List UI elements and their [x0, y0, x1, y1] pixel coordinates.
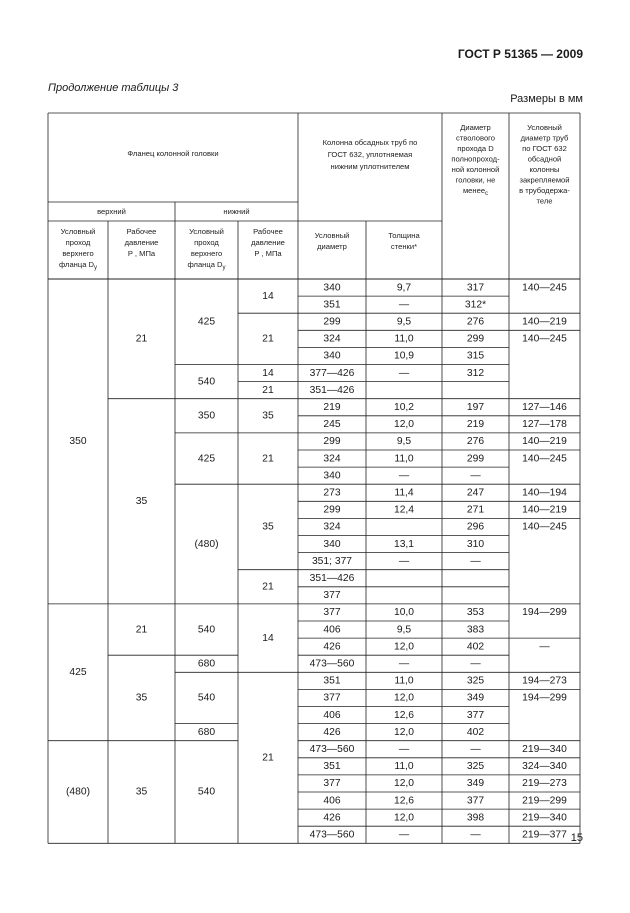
diameter-cell: 406	[323, 709, 341, 721]
bore-cell: 377	[466, 795, 485, 807]
column-header: нижним уплотнителем	[330, 162, 410, 171]
wall-cell: 13,1	[393, 538, 415, 550]
bore-cell: 219	[466, 419, 485, 431]
c2-cell: 35	[135, 786, 148, 798]
bore-cell: 276	[466, 436, 485, 448]
pipe-diameter-cell: 140—194	[522, 487, 567, 499]
diameter-cell: 324	[323, 333, 341, 345]
c3-cell: 680	[197, 726, 216, 738]
lower-pass-header: фланца $D_у$	[187, 260, 226, 271]
bore-cell: 312*	[464, 299, 487, 311]
pipe-diameter-cell: 127—146	[522, 401, 567, 413]
c3-cell: 680	[197, 658, 216, 670]
units-note: Размеры в мм	[510, 93, 583, 105]
upper-pressure-header: давление	[124, 238, 159, 247]
wall-cell: 10,9	[393, 350, 415, 362]
diameter-cell: 245	[323, 419, 341, 431]
pipe-header: обсадной	[527, 154, 562, 164]
c1-cell: 350	[69, 436, 87, 448]
diameter-cell: 377	[323, 607, 341, 619]
wall-cell: 12,0	[393, 778, 415, 790]
upper-pass-header: Условный	[60, 227, 96, 236]
wall-cell: 12,4	[393, 504, 415, 516]
diameter-cell: 351—426	[309, 384, 355, 396]
c4-cell: 21	[262, 453, 274, 465]
pipe-diameter-cell: 219—340	[522, 812, 567, 824]
diameter-cell: 351; 377	[311, 555, 353, 567]
bore-header: полнопроход-	[451, 154, 500, 164]
c4-cell: 35	[262, 410, 274, 422]
diameter-cell: 351	[323, 675, 341, 687]
wall-cell: —	[398, 555, 410, 567]
pipe-diameter-cell: 140—245	[522, 333, 567, 345]
diameter-cell: 473—560	[309, 743, 355, 755]
column-header: ГОСТ 632, уплотняемая	[327, 150, 413, 159]
lower-pass-header: проход	[194, 238, 219, 247]
c2-cell: 35	[135, 692, 148, 704]
pipe-header: колонны	[529, 165, 560, 174]
diameter-cell: 406	[323, 795, 341, 807]
cond-diameter-header: Условный	[314, 231, 350, 240]
c4-cell: 14	[262, 367, 274, 379]
c4-cell: 21	[262, 752, 274, 764]
wall-cell: —	[398, 743, 410, 755]
wall-cell: 12,6	[393, 795, 415, 807]
bore-cell: —	[470, 555, 481, 567]
bore-cell: —	[470, 658, 481, 670]
wall-cell: 12,0	[393, 419, 415, 431]
wall-header: стенки*	[390, 242, 418, 251]
pipe-diameter-cell: 140—245	[522, 453, 567, 465]
c3-cell: 540	[197, 786, 216, 798]
bore-cell: 353	[466, 607, 485, 619]
bore-cell: 312	[466, 367, 485, 379]
wall-cell: 12,6	[393, 709, 415, 721]
diameter-cell: 426	[323, 812, 341, 824]
pipe-diameter-cell: 219—377	[522, 829, 567, 841]
wall-cell: 9,5	[396, 624, 412, 636]
wall-cell: 11,0	[394, 675, 414, 687]
bore-cell: 299	[466, 453, 485, 465]
c4-cell: 14	[262, 290, 274, 302]
wall-cell: 9,5	[396, 436, 412, 448]
bore-cell: 317	[466, 282, 485, 294]
diameter-cell: 340	[323, 470, 341, 482]
lower-pressure-header: давление	[251, 238, 285, 247]
diameter-cell: 377—426	[309, 367, 355, 379]
wall-cell: 10,0	[393, 607, 415, 619]
upper-pass-header: верхнего	[62, 249, 94, 258]
c1-cell: (480)	[65, 786, 91, 798]
bore-cell: 398	[466, 812, 485, 824]
diameter-cell: 299	[323, 316, 341, 328]
pipe-diameter-cell: 140—219	[522, 436, 567, 448]
pipe-header: теле	[536, 196, 553, 206]
bore-cell: 377	[466, 709, 485, 721]
c3-cell: 425	[197, 316, 216, 328]
diameter-cell: 377	[323, 778, 341, 790]
wall-header: Толщина	[388, 231, 420, 240]
bore-cell: 296	[466, 521, 485, 533]
wall-cell: 12,0	[393, 812, 415, 824]
diameter-cell: 473—560	[309, 829, 355, 841]
bore-cell: 325	[466, 675, 485, 687]
lower-pass-header: верхнего	[190, 249, 223, 258]
lower-pressure-header: Рабочее	[253, 227, 283, 236]
pipe-diameter-cell: 219—340	[522, 743, 567, 755]
bore-header: менее$_с$	[462, 186, 489, 197]
pipe-header: диаметр труб	[520, 133, 569, 143]
wall-cell: —	[398, 829, 410, 841]
pipe-diameter-cell: 194—299	[522, 692, 567, 704]
bore-header: стволового	[455, 133, 496, 143]
wall-cell: 11,4	[394, 487, 414, 499]
diameter-cell: 351—426	[309, 572, 355, 584]
lower-pass-header: Условный	[189, 227, 224, 236]
pipe-diameter-cell: 324—340	[522, 761, 567, 773]
table-continuation-caption: Продолжение таблицы 3	[48, 82, 179, 94]
bore-cell: 310	[466, 538, 485, 550]
wall-cell: 11,0	[394, 761, 414, 773]
c2-cell: 21	[135, 333, 148, 345]
c4-cell: 21	[262, 384, 274, 396]
bore-header: прохода D	[457, 144, 494, 153]
wall-cell: 12,0	[393, 692, 415, 704]
pipe-header: по ГОСТ 632	[522, 144, 567, 153]
bore-cell: 197	[466, 401, 485, 413]
wall-cell: 12,0	[393, 726, 415, 738]
bore-cell: —	[470, 470, 481, 482]
wall-cell: 12,0	[393, 641, 415, 653]
pipe-diameter-cell: 127—178	[522, 419, 567, 431]
diameter-cell: 426	[323, 641, 341, 653]
diameter-cell: 273	[323, 487, 341, 499]
diameter-cell: 299	[323, 436, 341, 448]
standard-number: ГОСТ Р 51365 — 2009	[457, 47, 583, 61]
c3-cell: 540	[197, 624, 216, 636]
diameter-cell: 351	[323, 299, 341, 311]
wall-cell: —	[398, 367, 410, 379]
diameter-cell: 406	[323, 624, 341, 636]
c3-cell: 350	[197, 410, 216, 422]
pipe-diameter-cell: —	[539, 641, 550, 653]
page-number: 15	[570, 832, 583, 844]
bore-cell: 325	[466, 761, 485, 773]
diameter-cell: 473—560	[309, 658, 355, 670]
pipe-diameter-cell: 140—219	[522, 504, 567, 516]
bore-cell: —	[470, 829, 481, 841]
bore-cell: 402	[466, 726, 485, 738]
lower-flange-header: нижний	[223, 207, 250, 216]
diameter-cell: 219	[323, 401, 341, 413]
bore-cell: 349	[466, 692, 485, 704]
bore-cell: 402	[466, 641, 485, 653]
bore-cell: 299	[466, 333, 485, 345]
c3-cell: 540	[197, 692, 216, 704]
pipe-diameter-cell: 219—273	[522, 778, 567, 790]
pipe-header: Условный	[527, 123, 562, 132]
bore-header: Диаметр	[460, 123, 491, 132]
pipe-diameter-cell: 194—299	[522, 607, 567, 619]
wall-cell: 11,0	[394, 333, 414, 345]
diameter-cell: 426	[323, 726, 341, 738]
diameter-cell: 340	[323, 282, 341, 294]
pipe-diameter-cell: 140—245	[522, 282, 567, 294]
pipe-diameter-cell: 219—299	[522, 795, 567, 807]
wall-cell: 9,7	[396, 282, 412, 294]
upper-pass-header: проход	[65, 238, 91, 247]
c3-cell: 540	[197, 376, 216, 388]
bore-header: ной колонной	[451, 165, 500, 174]
diameter-cell: 340	[323, 538, 341, 550]
bore-cell: 383	[466, 624, 485, 636]
wall-cell: 10,2	[393, 401, 415, 413]
column-header: Колонна обсадных труб по	[322, 138, 418, 147]
pipe-diameter-cell: 194—273	[522, 675, 567, 687]
bore-cell: 247	[466, 487, 485, 499]
wall-cell: 9,5	[396, 316, 412, 328]
diameter-cell: 377	[323, 692, 341, 704]
pipe-diameter-cell: 140—245	[522, 521, 567, 533]
upper-pass-header: фланца $D_у$	[58, 260, 98, 271]
cond-diameter-header: диаметр	[317, 242, 347, 251]
bore-cell: 349	[466, 778, 485, 790]
c3-cell: 425	[197, 453, 216, 465]
bore-cell: 276	[466, 316, 485, 328]
pipe-header: закрепляемой	[519, 175, 570, 185]
bore-cell: 271	[466, 504, 485, 516]
wall-cell: 11,0	[394, 453, 414, 465]
diameter-cell: 340	[323, 350, 341, 362]
c2-cell: 35	[135, 496, 148, 508]
c4-cell: 21	[262, 333, 274, 345]
diameter-cell: 299	[323, 504, 341, 516]
diameter-cell: 377	[323, 590, 341, 602]
wall-cell: —	[398, 470, 410, 482]
upper-flange-header: верхний	[97, 207, 126, 216]
c2-cell: 21	[135, 624, 148, 636]
diameter-cell: 324	[323, 453, 341, 465]
diameter-cell: 351	[323, 761, 341, 773]
c4-cell: 35	[262, 521, 274, 533]
c3-cell: (480)	[194, 538, 219, 550]
pipe-diameter-cell: 140—219	[522, 316, 567, 328]
pipe-header: в трубодержа-	[519, 186, 570, 195]
diameter-cell: 324	[323, 521, 341, 533]
bore-cell: —	[470, 743, 481, 755]
c4-cell: 14	[262, 632, 274, 644]
upper-pressure-header: P , МПа	[127, 249, 156, 258]
wall-cell: —	[398, 299, 410, 311]
c1-cell: 425	[69, 667, 87, 679]
c4-cell: 21	[262, 581, 274, 593]
bore-header: головки, не	[455, 175, 496, 185]
upper-pressure-header: Рабочее	[126, 227, 157, 236]
bore-cell: 315	[466, 350, 485, 362]
wall-cell: —	[398, 658, 410, 670]
flange-header: Фланец колонной головки	[127, 149, 219, 158]
lower-pressure-header: P , МПа	[254, 249, 282, 258]
